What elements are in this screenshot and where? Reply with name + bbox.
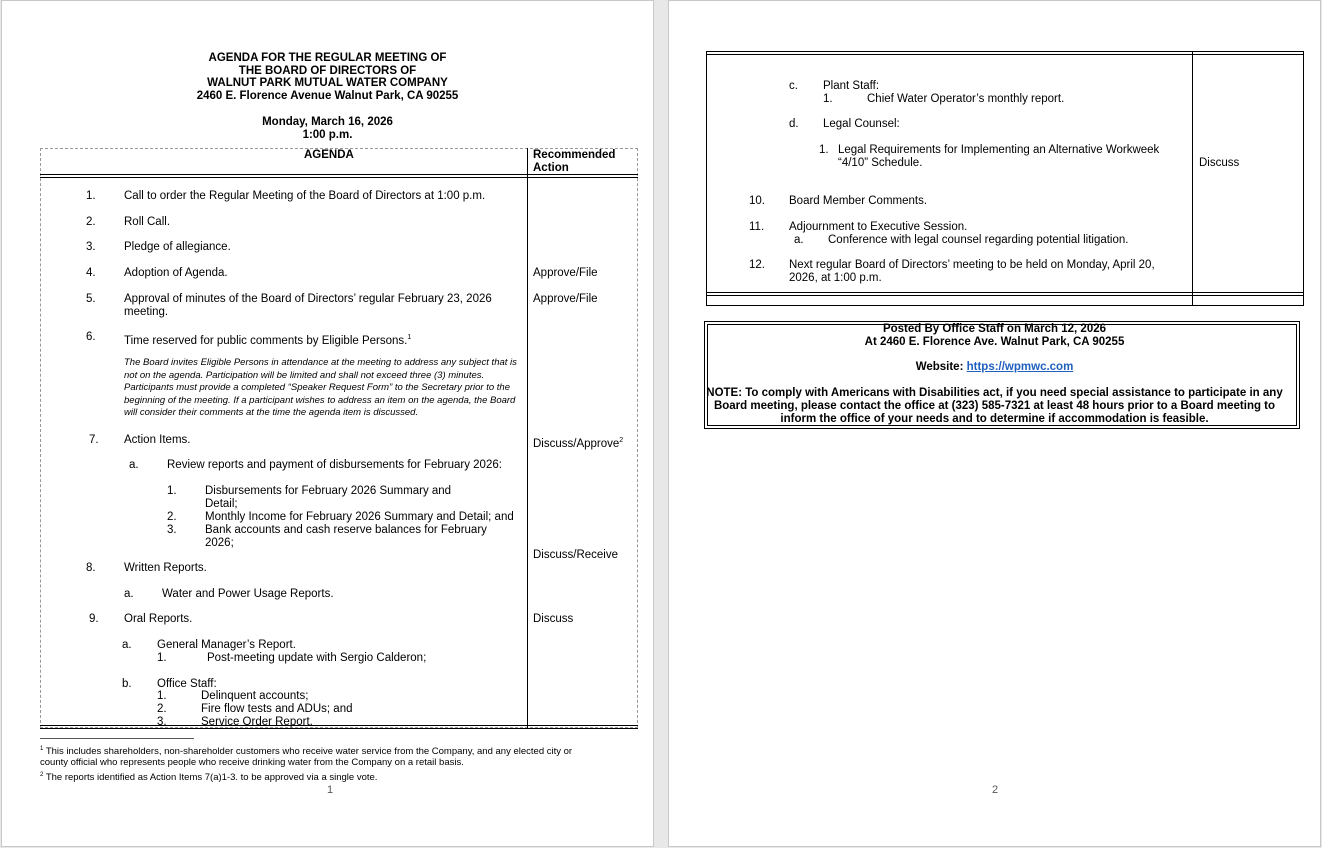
item-12-text-line-2: 2026, at 1:00 p.m. (789, 272, 882, 284)
table-column-divider (527, 148, 528, 728)
item-7a1-text-line-1: Disbursements for February 2026 Summary and (205, 485, 452, 497)
item-5-text-line-1: Approval of minutes of the Board of Directors’ regular February 23, 2026 (124, 293, 492, 305)
action-column-header-line-1: Recommended (533, 149, 616, 161)
item-9b1-number: 1. (157, 690, 167, 702)
footnote-ref-1: 1 (407, 334, 412, 341)
website-link[interactable]: https://wpmwc.com (966, 361, 1074, 373)
agenda-column-header: AGENDA (304, 149, 354, 161)
footnote-2 (40, 769, 377, 784)
ada-note-line-2: Board meeting, please contact the office at (323) 585-7321 at least 48 hours prior to a Board meeting to (713, 400, 1276, 412)
item-9a1-text: Post-meeting update with Sergio Calderon; (207, 652, 427, 664)
agenda-address: 2460 E. Florence Avenue Walnut Park, CA 90255 (196, 90, 459, 102)
document-page-1 (1, 0, 654, 847)
item-11a-label: a. (794, 234, 804, 246)
item-9d1-number: 1. (819, 144, 829, 156)
ada-note-line-3: inform the office of your needs and to determine if accommodation is feasible. (780, 413, 1209, 425)
item-6-text (124, 331, 411, 348)
item-11a-text: Conference with legal counsel regarding potential litigation. (828, 234, 1129, 246)
item-9d-action: Discuss (1199, 157, 1240, 169)
item-7a3-text-line-2: 2026; (205, 537, 234, 549)
table-bottom-rule (706, 292, 1303, 293)
item-9c1-text: Chief Water Operator’s monthly report. (867, 93, 1065, 105)
item-7a3-text-line-1: Bank accounts and cash reserve balances for February (205, 524, 487, 536)
item-12-text-line-1: Next regular Board of Directors’ meeting to be held on Monday, April 20, (789, 259, 1155, 271)
agenda-title-line-3: WALNUT PARK MUTUAL WATER COMPANY (207, 77, 448, 89)
item-8-text: Written Reports. (124, 562, 207, 574)
meeting-date: Monday, March 16, 2026 (262, 116, 393, 128)
item-2-number: 2. (86, 216, 96, 228)
item-7a1-number: 1. (167, 485, 177, 497)
table-bottom-rule (40, 725, 638, 726)
item-9a1-number: 1. (157, 652, 167, 664)
item-9d-text: Legal Counsel: (823, 118, 900, 130)
item-9b2-number: 2. (157, 703, 167, 715)
table-bottom-rule-2 (706, 295, 1303, 296)
item-9a-label: a. (122, 639, 132, 651)
item-4-text: Adoption of Agenda. (124, 267, 228, 279)
item-2-text: Roll Call. (124, 216, 171, 228)
footnote-1-text: This includes shareholders, non-shareholder customers who receive water service from the Company, and any elected city or (45, 746, 573, 758)
item-9a-text: General Manager’s Report. (157, 639, 296, 651)
item-7a1-text-line-2: Detail; (205, 498, 238, 510)
item-3-number: 3. (86, 241, 96, 253)
item-10-text: Board Member Comments. (789, 195, 928, 207)
item-5-text-line-2: meeting. (124, 306, 169, 318)
item-4-action: Approve/File (533, 267, 598, 279)
item-7a2-number: 2. (167, 511, 177, 523)
item-9-number: 9. (89, 613, 99, 625)
footnote-2-text: The reports identified as Action Items 7(a)1-3. to be approved via a single vote. (45, 772, 378, 784)
table-column-divider (1192, 51, 1193, 306)
footnote-1-marker: 1 (40, 746, 44, 752)
item-9b-text: Office Staff: (157, 678, 217, 690)
item-9b3-text: Service Order Report. (201, 716, 313, 728)
item-6-label: Time reserved for public comments by Eligible Persons. (124, 334, 408, 347)
table-left-border (706, 51, 707, 306)
item-6-number: 6. (86, 331, 96, 343)
item-9b1-text: Delinquent accounts; (201, 690, 309, 702)
item-7-action (533, 434, 623, 451)
item-9d1-text-line-2: “4/10” Schedule. (838, 157, 923, 169)
table-bottom-rule-2 (40, 728, 638, 729)
item-9d1-text-line-1: Legal Requirements for Implementing an Alternative Workweek (838, 144, 1160, 156)
table-top-rule-2 (706, 54, 1303, 55)
item-9-text: Oral Reports. (124, 613, 193, 625)
item-1-number: 1. (86, 190, 96, 202)
item-9b2-text: Fire flow tests and ADUs; and (201, 703, 353, 715)
ada-note-line-1: NOTE: To comply with Americans with Disabilities act, if you need special assistance to participate in any (706, 387, 1283, 399)
item-8-action: Discuss/Receive (533, 549, 618, 561)
item-10-number: 10. (749, 195, 765, 207)
table-top-rule (706, 51, 1303, 52)
agenda-title-line-1: AGENDA FOR THE REGULAR MEETING OF (208, 52, 447, 64)
item-7a2-text: Monthly Income for February 2026 Summary and Detail; and (205, 511, 514, 523)
item-9b-label: b. (122, 678, 132, 690)
item-8a-text: Water and Power Usage Reports. (162, 588, 334, 600)
item-7-text: Action Items. (124, 434, 191, 446)
item-7a-text: Review reports and payment of disbursements for February 2026: (167, 459, 502, 471)
item-5-number: 5. (86, 293, 96, 305)
item-9c-label: c. (789, 80, 798, 92)
item-9b3-number: 3. (157, 716, 167, 728)
item-7a3-number: 3. (167, 524, 177, 536)
website-line (669, 361, 1320, 374)
page-number-1: 1 (327, 784, 334, 796)
page-number-2: 2 (992, 784, 999, 796)
item-8a-label: a. (124, 588, 134, 600)
item-7a-label: a. (129, 459, 139, 471)
item-9c-text: Plant Staff: (823, 80, 880, 92)
public-comment-note: The Board invites Eligible Persons in attendance at the meeting to address any subject that is not on the agenda. Participation will be limited and shall not exceed three (3) minutes. Participants must provide a completed “Speaker Request Form” to the Secretary prior to the beginning of the meeting. If a participant wishes to address an item on the agenda, the Board will consider their comments at the time the agenda item is discussed. (124, 357, 517, 418)
item-11-text: Adjournment to Executive Session. (789, 221, 968, 233)
footnote-2-marker: 2 (40, 772, 44, 778)
action-column-header-line-2: Action (533, 162, 569, 174)
table-right-border (1303, 51, 1304, 306)
website-label: Website: (915, 361, 964, 373)
item-9c1-number: 1. (823, 93, 833, 105)
agenda-title-line-2: THE BOARD OF DIRECTORS OF (238, 65, 417, 77)
item-5-action: Approve/File (533, 293, 598, 305)
document-page-2 (668, 0, 1321, 847)
item-9d-label: d. (789, 118, 799, 130)
item-11-number: 11. (749, 221, 765, 233)
item-7-action-label: Discuss/Approve (533, 437, 620, 450)
meeting-time: 1:00 p.m. (302, 129, 353, 141)
footnote-ref-2: 2 (619, 437, 624, 444)
item-3-text: Pledge of allegiance. (124, 241, 231, 253)
posted-address-line: At 2460 E. Florence Ave. Walnut Park, CA 90255 (864, 336, 1125, 348)
table-header-rule-2 (40, 177, 638, 178)
footnote-1-line-2: county official who represents people who receive drinking water from the Company on a retail basis. (40, 757, 464, 768)
item-9-action: Discuss (533, 613, 574, 625)
footnote-separator (40, 738, 194, 739)
item-1-text: Call to order the Regular Meeting of the Board of Directors at 1:00 p.m. (124, 190, 486, 202)
item-4-number: 4. (86, 267, 96, 279)
posted-by-line: Posted By Office Staff on March 12, 2026 (882, 323, 1107, 335)
item-12-number: 12. (749, 259, 765, 271)
table-bottom-rule-3 (706, 305, 1303, 306)
item-8-number: 8. (86, 562, 96, 574)
item-7-number: 7. (89, 434, 99, 446)
